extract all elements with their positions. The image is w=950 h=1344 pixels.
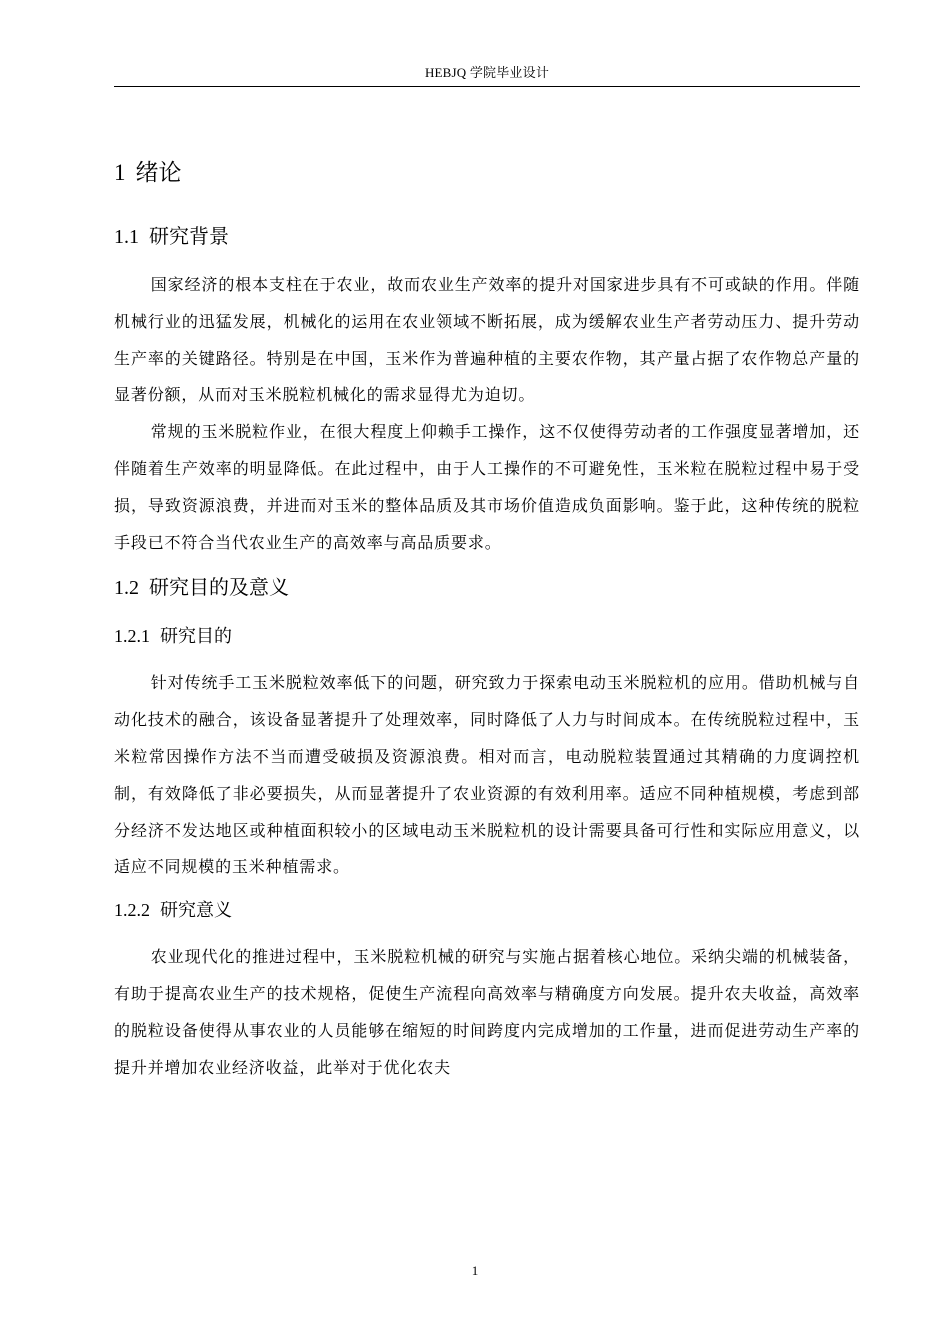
page-number: 1: [471, 1263, 479, 1278]
chapter-title: 绪论: [135, 160, 182, 186]
page-header: HEBJQ 学院毕业设计: [424, 65, 550, 80]
subsection-number: 1.2.1: [114, 626, 150, 647]
section-heading-1-1: [114, 216, 860, 257]
section-number: 1.1: [114, 226, 139, 248]
paragraph: 国家经济的根本支柱在于农业，故而农业生产效率的提升对国家进步具有不可或缺的作用。伴随机械行业的迅猛发展，机械化的运用在农业领域不断拓展，成为缓解农业生产者劳动压力、提升劳动生产率的关键路径。特别是在中国，玉米作为普遍种植的主要农作物，其产量占据了农作物总产量的显著份额，从而对玉米脱粒机械化的需求显得尤为迫切。: [114, 275, 860, 405]
section-heading-1-2: [114, 567, 860, 608]
subsection-heading-1-2-1: [114, 618, 860, 655]
chapter-heading: [114, 150, 860, 196]
subsection-number: 1.2.2: [114, 900, 150, 921]
document-body: [114, 150, 860, 1086]
section-title: 研究背景: [149, 224, 229, 248]
subsection-heading-1-2-2: [114, 892, 860, 929]
subsection-title: 研究意义: [160, 900, 232, 922]
chapter-number: 1: [114, 160, 126, 185]
paragraph: 针对传统手工玉米脱粒效率低下的问题，研究致力于探索电动玉米脱粒机的应用。借助机械与自动化技术的融合，该设备显著提升了处理效率，同时降低了人力与时间成本。在传统脱粒过程中，玉米粒常因操作方法不当而遭受破损及资源浪费。相对而言，电动脱粒装置通过其精确的力度调控机制，有效降低了非必要损失，从而显著提升了农业资源的有效利用率。适应不同种植规模，考虑到部分经济不发达地区或种植面积较小的区域电动玉米脱粒机的设计需要具备可行性和实际应用意义，以适应不同规模的玉米种植需求。: [114, 673, 860, 877]
section-number: 1.2: [114, 577, 139, 600]
subsection-title: 研究目的: [160, 626, 232, 648]
header-rule: [114, 86, 860, 87]
paragraph: 常规的玉米脱粒作业，在很大程度上仰赖手工操作，这不仅使得劳动者的工作强度显著增加，还伴随着生产效率的明显降低。在此过程中，由于人工操作的不可避免性，玉米粒在脱粒过程中易于受损，导致资源浪费，并进而对玉米的整体品质及其市场价值造成负面影响。鉴于此，这种传统的脱粒手段已不符合当代农业生产的高效率与高品质要求。: [114, 422, 860, 552]
section-title: 研究目的及意义: [149, 575, 289, 600]
paragraph: 农业现代化的推进过程中，玉米脱粒机械的研究与实施占据着核心地位。采纳尖端的机械装备，有助于提高农业生产的技术规格，促使生产流程向高效率与精确度方向发展。提升农夫收益，高效率的脱粒设备使得从事农业的人员能够在缩短的时间跨度内完成增加的工作量，进而促进劳动生产率的提升并增加农业经济收益，此举对于优化农夫: [114, 947, 860, 1077]
